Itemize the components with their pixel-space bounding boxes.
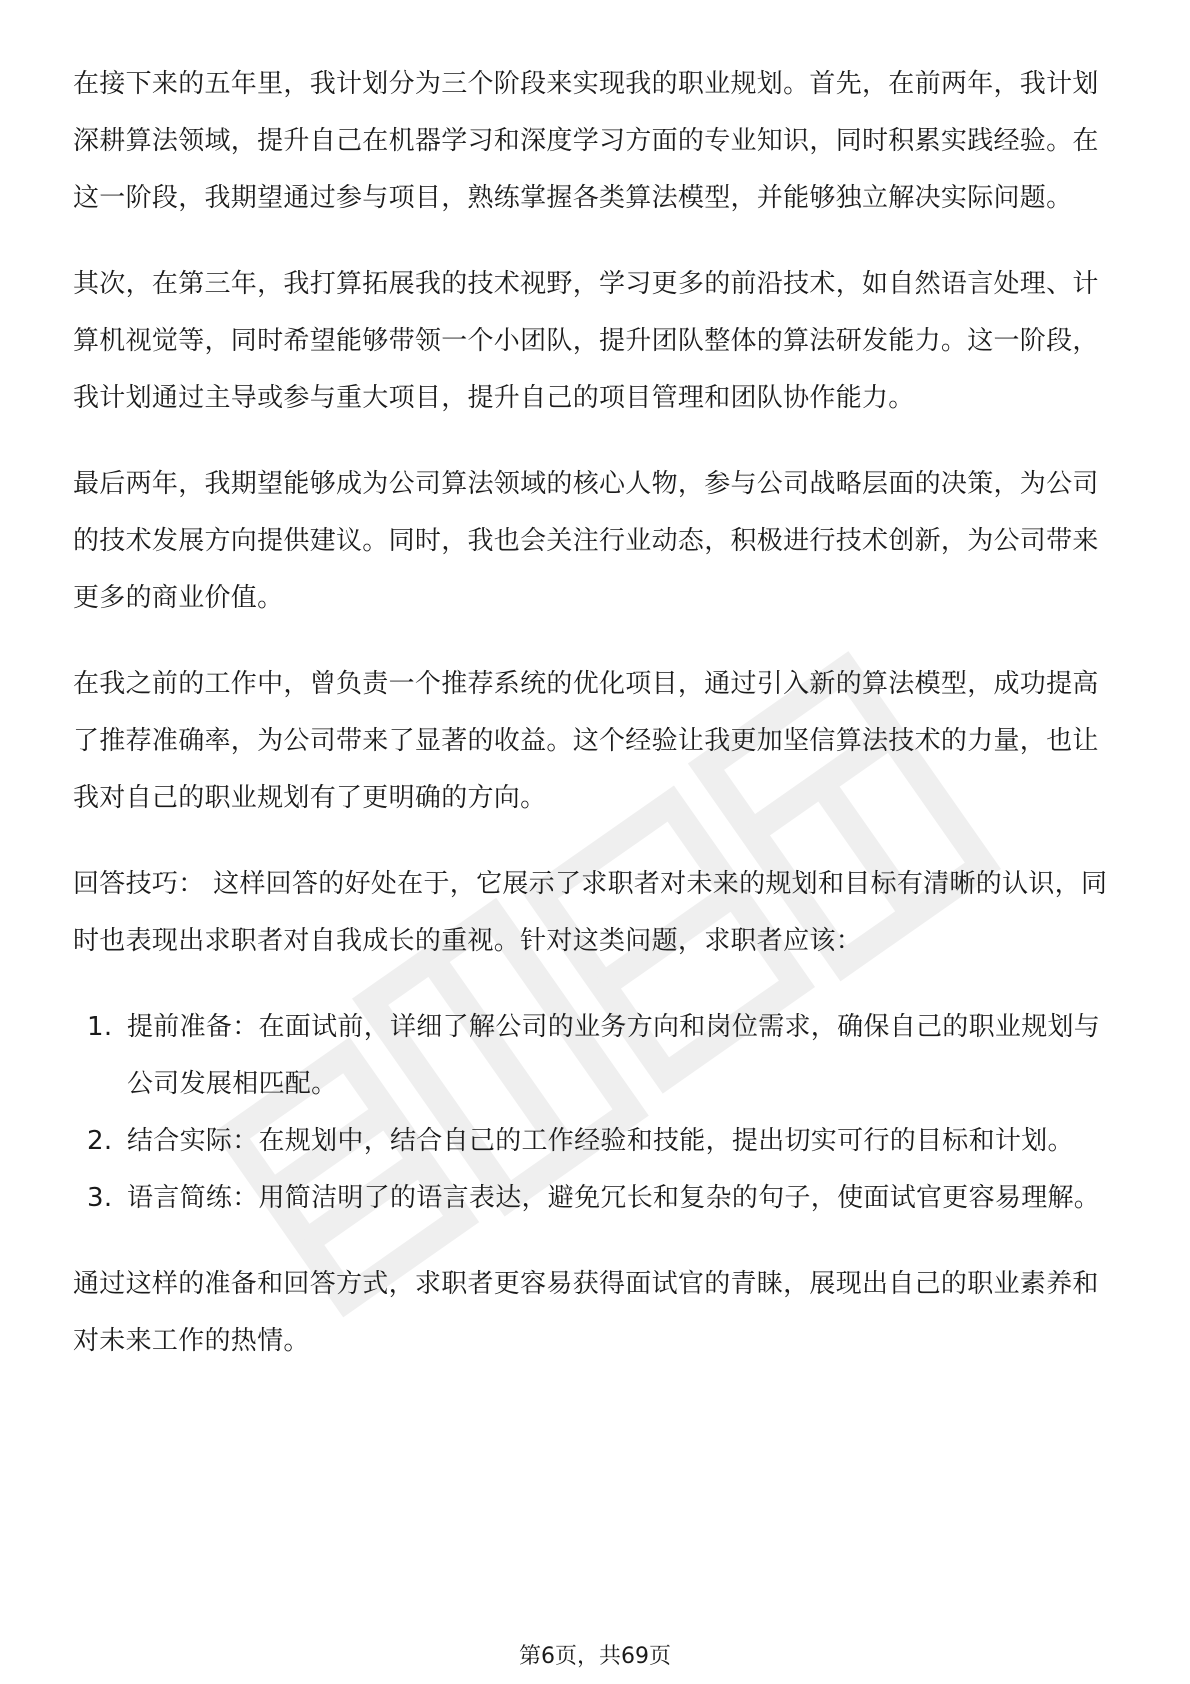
tip-item <box>73 1113 1123 1170</box>
tip-text: 提前准备：在面试前，详细了解公司的业务方向和岗位需求，确保自己的职业规划与公司发展相匹配。 <box>127 1012 1101 1099</box>
tip-number: 2. <box>87 1126 113 1156</box>
tips-intro: 回答技巧： 这样回答的好处在于，它展示了求职者对未来的规划和目标有清晰的认识，同时也表现出求职者对自我成长的重视。针对这类问题，求职者应该： <box>73 869 1108 956</box>
paragraph-1: 在接下来的五年里，我计划分为三个阶段来实现我的职业规划。首先，在前两年，我计划深耕算法领域，提升自己在机器学习和深度学习方面的专业知识，同时积累实践经验。在这一阶段，我期望通过参与项目，熟练掌握各类算法模型，并能够独立解决实际问题。 <box>73 69 1099 213</box>
document-body <box>73 56 1123 1399</box>
paragraph-3: 最后两年，我期望能够成为公司算法领域的核心人物，参与公司战略层面的决策，为公司的技术发展方向提供建议。同时，我也会关注行业动态，积极进行技术创新，为公司带来更多的商业价值。 <box>73 469 1099 613</box>
tip-number: 1. <box>87 1012 113 1042</box>
tip-text: 结合实际：在规划中，结合自己的工作经验和技能，提出切实可行的目标和计划。 <box>127 1126 1074 1156</box>
tip-number: 3. <box>87 1183 113 1213</box>
tip-text: 语言简练：用简洁明了的语言表达，避免冗长和复杂的句子，使面试官更容易理解。 <box>127 1183 1101 1213</box>
paragraph-2: 其次，在第三年，我打算拓展我的技术视野，学习更多的前沿技术，如自然语言处理、计算机视觉等，同时希望能够带领一个小团队，提升团队整体的算法研发能力。这一阶段，我计划通过主导或参与重大项目，提升自己的项目管理和团队协作能力。 <box>73 269 1099 413</box>
paragraph-4: 在我之前的工作中，曾负责一个推荐系统的优化项目，通过引入新的算法模型，成功提高了推荐准确率，为公司带来了显著的收益。这个经验让我更加坚信算法技术的力量，也让我对自己的职业规划有了更明确的方向。 <box>73 669 1099 813</box>
tip-item <box>73 1170 1123 1227</box>
tips-list <box>73 999 1123 1227</box>
closing-paragraph: 通过这样的准备和回答方式，求职者更容易获得面试官的青睐，展现出自己的职业素养和对未来工作的热情。 <box>73 1269 1099 1356</box>
tip-item <box>73 999 1123 1113</box>
page-number: 第6页，共69页 <box>519 1644 671 1669</box>
